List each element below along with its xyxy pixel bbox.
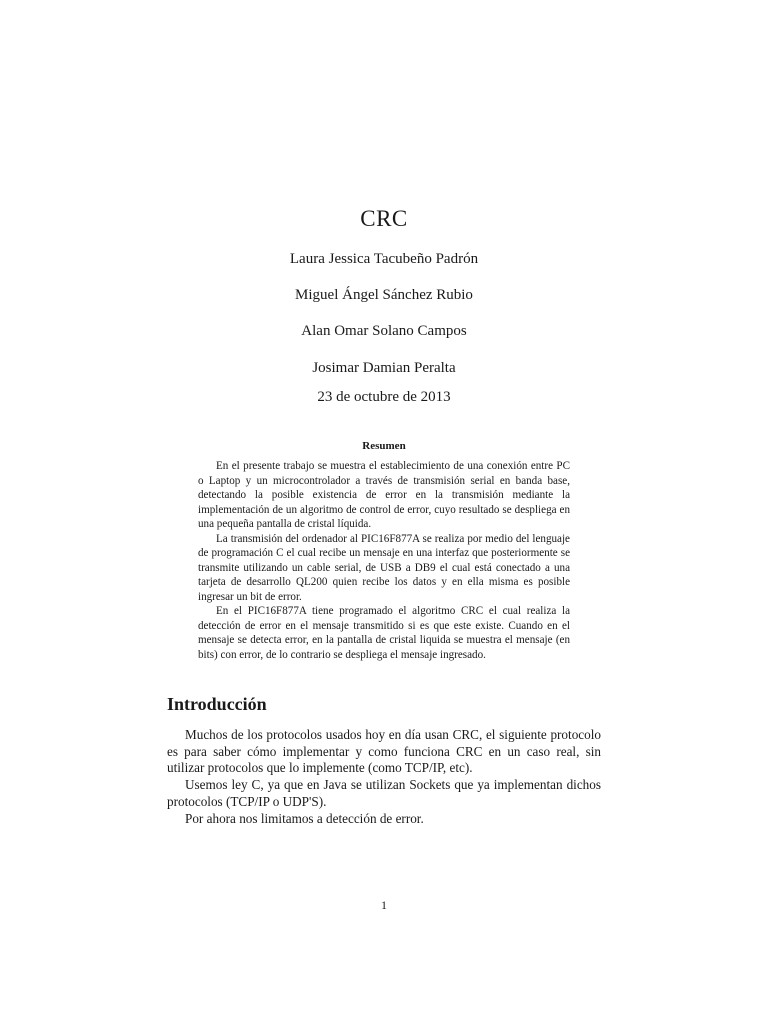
section-paragraph-3: Por ahora nos limitamos a detección de error. [185,810,424,826]
author-2: Miguel Ángel Sánchez Rubio [295,287,473,303]
section-heading-introduccion: Introducción [167,694,267,714]
author-4: Josimar Damian Peralta [312,360,456,376]
author-3: Alan Omar Solano Campos [301,323,467,339]
abstract-paragraph-2: La transmisión del ordenador al PIC16F877A se realiza por medio del lenguaje de programación C el cual recibe un mensaje en una interfaz que posteriormente se transmite utilizando un cable serial, de USB a DB9 el cual está conectado a una tarjeta de desarrollo QL200 quien recibe los datos y en ella misma es posible ingresar un bit de error. [198,532,570,603]
abstract-heading: Resumen [362,440,406,452]
abstract-paragraph-1: En el presente trabajo se muestra el establecimiento de una conexión entre PC o Laptop y un microcontrolador a través de transmisión serial en banda base, detectando la posible existencia de error en la transmisión mediante la implementación de un algoritmo de control de error, cuyo resultado se despliega en una pequeña pantalla de cristal líquida. [198,460,570,530]
author-1: Laura Jessica Tacubeño Padrón [289,251,479,267]
abstract-body [198,459,570,662]
page-number: 1 [381,898,387,912]
paper-title: CRC [360,206,408,231]
paper-date: 23 de octubre de 2013 [317,389,451,405]
section-paragraph-1: Muchos de los protocolos usados hoy en día usan CRC, el siguiente protocolo es para saber cómo implementar y como funciona CRC en un caso real, sin utilizar protocolos que lo implemente (como TCP/IP, etc). [167,727,601,776]
abstract-paragraph-3: En el PIC16F877A tiene programado el algoritmo CRC el cual realiza la detección de error en el mensaje transmitido si es que este existe. Cuando en el mensaje se detecta error, en la pantalla de cristal liquida se muestra el mensaje (en bits) con error, de lo contrario se despliega el mensaje ingresado. [198,605,570,661]
section-body [167,727,601,827]
section-paragraph-2: Usemos ley C, ya que en Java se utilizan Sockets que ya implementan dichos protocolos (TCP/IP o UDP'S). [167,777,601,809]
